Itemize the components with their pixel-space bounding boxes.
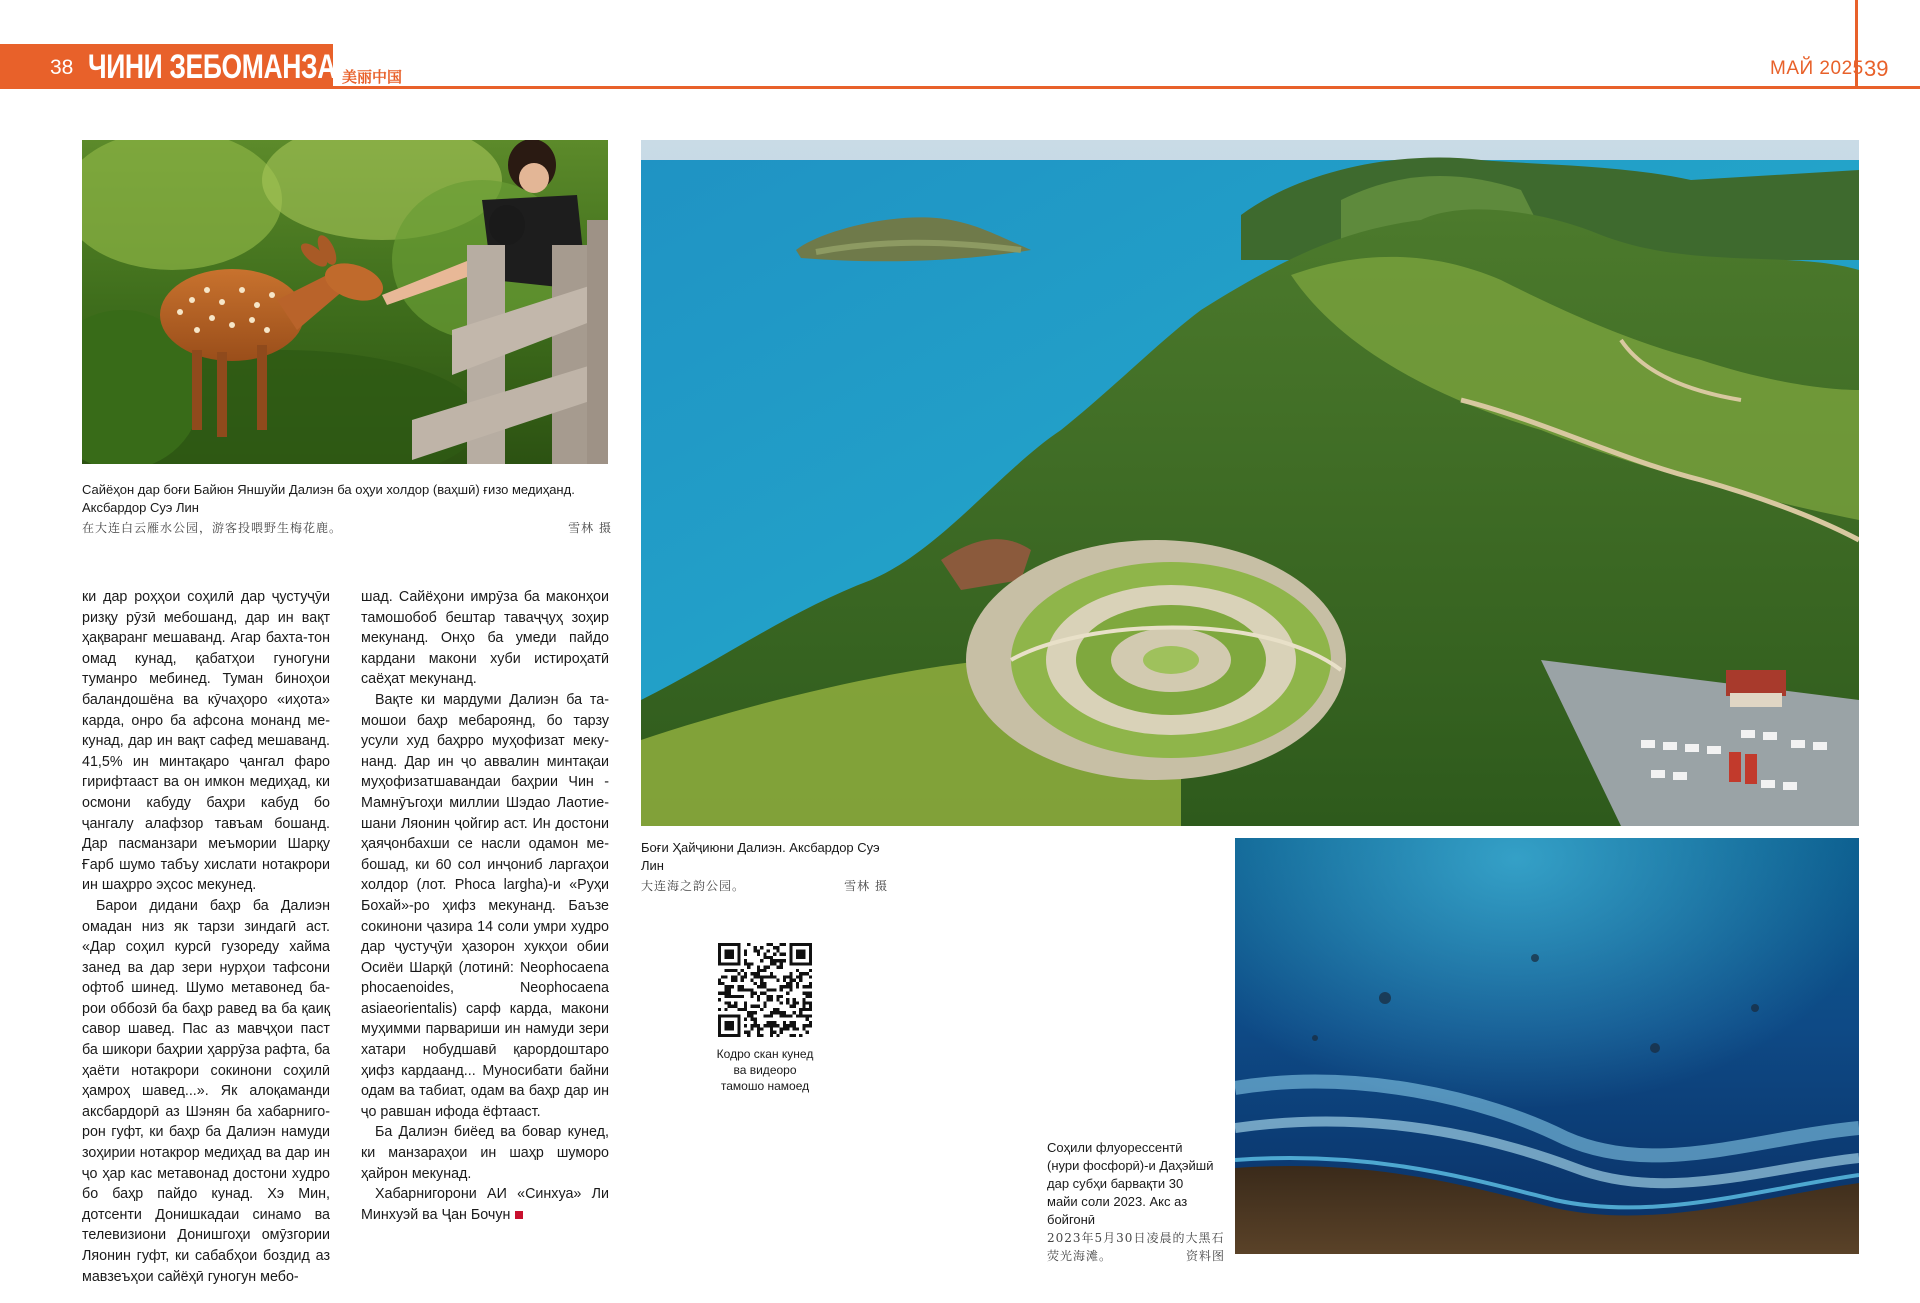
article-paragraph: шад. Сайёҳони имрӯза ба маконҳои тамошобоб бештар таваҷҷуҳ зоҳир мекунанд. Онҳо ба умеди пайдо кардани макони хуби истироҳатӣ саёҳат мекунанд. xyxy=(361,589,609,688)
fluorescent-beach-photo xyxy=(1235,838,1859,1254)
article-column-1 xyxy=(82,587,330,1287)
article-paragraph: ки дар роҳҳои соҳилӣ дар ҷустуҷӯи ризқу рӯзӣ мебошанд, дар ин вақт ҳақваранг мешаванд. Агар бахта-тон омад кунад, қабатҳои гуногуни туманро мебинед. Туман биноҳои баландошёна ва кӯчаҳоро «иҳота» карда, онро ба афсона монанд ме-кунад, дар ин вақт сафед мешаванд. 41,5% ин минтақаро ҷангал фаро гирифтааст ва он имкон медиҳад, ки осмони кабуду баҳри кабуд бо ҷангалу алафзор тавъам бошанд. Дар пасманзари меъмории Шарқу Ғарб шумо табъу хислати нотакрори ин шаҳрро эҳсос мекунед. xyxy=(82,589,330,894)
article-paragraph: Ба Далиэн биёед ва бовар кунед, ки манзараҳои ин шаҳр шуморо ҳайрон мекунад. xyxy=(361,1124,609,1182)
section-title-chinese: 美丽中国 xyxy=(342,68,403,86)
aerial-photo-caption xyxy=(641,839,891,895)
page-number-right: 39 xyxy=(1864,56,1889,81)
caption-chinese: 荧光海滩。 xyxy=(1047,1249,1113,1263)
caption-line: Лин xyxy=(641,858,664,873)
deer-feeding-photo xyxy=(82,140,608,464)
caption-line: бойгонӣ xyxy=(1047,1212,1096,1227)
end-of-article-mark xyxy=(515,1211,523,1219)
video-qr-code[interactable] xyxy=(718,943,812,1037)
photo-credit: 雪林 摄 xyxy=(568,521,612,535)
caption-line: Сайёҳон дар боғи Байюн Яншуйи Далиэн ба оҳуи холдор (ваҳшӣ) ғизо медиҳанд. xyxy=(82,482,575,497)
aerial-coast-park-photo xyxy=(641,140,1859,826)
article-paragraph: Барои дидани баҳр ба Далиэн омадан низ як тарзи зиндагӣ аст. «Дар соҳил курсӣ гузореду хайма занед ва дар зери нурҳои тафсони офтоб шинед. Шумо метавонед ба-рои оббозӣ ба баҳр равед ва ба қаиқ савор шавед. Пас аз мавҷҳои паст ба шикори баҳрии ҳаррӯза рафта, ба ҳаёти нотакрори сокинони соҳилӣ ҳамроҳ шавед...». Як алоқаманди аксбардорӣ аз Шэнян ба хабарниго-рон гуфт, ки баҳр ба Далиэн намуди зоҳирии нотакрор медиҳад ва дар ин ҷо ҳар кас метавонад достони худро бо баҳр пайдо кунад. Хэ Мин, дотсенти Донишкадаи синамо ва телевизиони Донишгоҳи омӯзгории Ляонин гуфт, ки сабабҳои боздид аз мавзеъҳои сайёҳӣ гуногун мебо- xyxy=(82,897,330,1285)
issue-date: МАЙ 2025 xyxy=(1770,58,1864,79)
byline-text: Хабарнигорони АИ «Синхуа» Ли Минхуэй ва Ҷан Бочун xyxy=(361,1186,609,1223)
qr-instruction-line: ва видеоро xyxy=(733,1063,797,1077)
section-title: ЧИНИ ЗЕБОМАНЗАР xyxy=(88,48,354,86)
article-column-2 xyxy=(361,587,609,1225)
caption-line: Соҳили флуоресcентӣ xyxy=(1047,1140,1183,1155)
caption-chinese: 在大连白云雁水公园，游客投喂野生梅花鹿。 xyxy=(82,521,343,535)
page-number-left: 38 xyxy=(50,56,74,79)
photo-credit: 资料图 xyxy=(1185,1249,1225,1263)
beach-photo-caption xyxy=(1047,1139,1225,1265)
caption-line: Аксбардор Суэ Лин xyxy=(82,500,199,515)
photo-credit: 雪林 摄 xyxy=(844,879,888,893)
article-byline xyxy=(361,1184,609,1225)
deer-photo-caption xyxy=(82,481,612,537)
caption-chinese: 2023年5月30日凌晨的大黑石 xyxy=(1047,1231,1225,1245)
caption-line: Боғи Ҳайҷиюни Далиэн. Аксбардор Суэ xyxy=(641,840,880,855)
qr-code-icon xyxy=(718,943,812,1037)
caption-line: майи соли 2023. Акс аз xyxy=(1047,1194,1188,1209)
qr-instruction-line: тамошо намоед xyxy=(720,1079,810,1093)
caption-line: (нури фосфорӣ)-и Даҳэйшӣ xyxy=(1047,1158,1214,1173)
qr-instruction-line: Кодро скан кунед xyxy=(716,1047,814,1061)
caption-line: дар субҳи барвақти 30 xyxy=(1047,1176,1184,1191)
qr-instruction xyxy=(700,1046,830,1094)
article-paragraph: Вақте ки мардуми Далиэн ба та-мошои баҳр мебароянд, бо тарзу усули худ баҳрро муҳофизат меку-нанд. Дар ин ҷо аввалин минтақаи муҳофизатшавандаи баҳрии Чин - Мамнӯъгоҳи миллии Шэдао Лаотие-шани Ляонин ҷойгир аст. Ин достони ҳаяҷонбахши се насли одамон ме-бошад, ки 60 сол инҷониб ларгаҳои холдор (лот. Phoca largha)-и «Руҳи Бохай»-ро ҳифз мекунанд. Баъзе сокинони ҷазира 14 соли умри худро дар ҷустуҷӯи ҳазорон хукҳои обии Осиёи Шарқӣ (лотинӣ: Neophocaena phocaenoides, Neophocaena asiaeorientalis) сарф карда, макони муҳимми парвариши ин намуди зери хатари нобудшавӣ қарордоштаро ҳифз кардаанд... Муносибати байни одам ва табиат, одам ва баҳр дар ин ҷо равшан ифода ёфтааст. xyxy=(361,691,609,1120)
caption-chinese: 大连海之韵公园。 xyxy=(641,879,746,893)
